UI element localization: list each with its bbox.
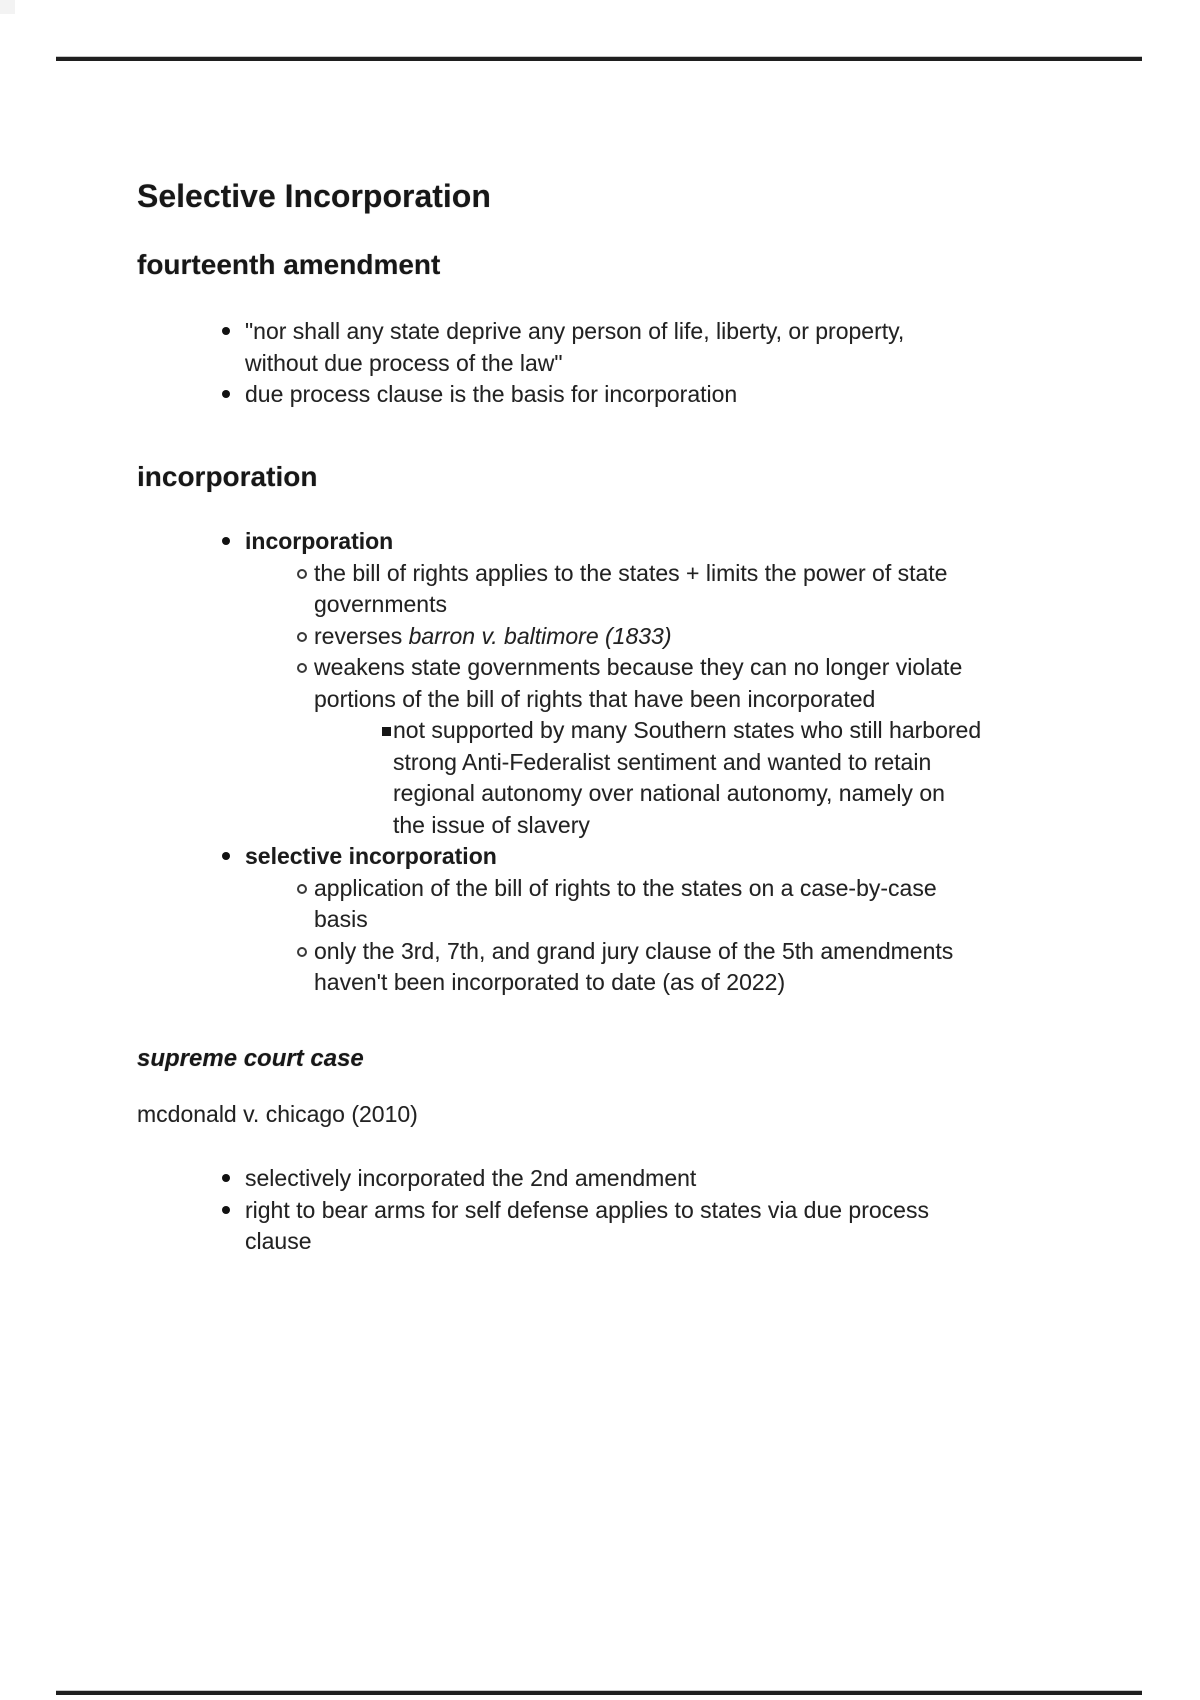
list-item-line: the bill of rights applies to the states + limits the power of state: [314, 559, 948, 586]
list-item: [137, 558, 1137, 621]
list-item: [137, 379, 1137, 411]
bullet-circle-icon: [297, 947, 307, 957]
page-title: Selective Incorporation: [137, 178, 491, 214]
list-item: [137, 841, 1137, 873]
list-item-line: without due process of the law": [245, 349, 563, 376]
list-item-line: due process clause is the basis for incorporation: [245, 381, 738, 407]
bullet-disc-icon: [222, 327, 230, 335]
bullet-list-supreme-court-case: [137, 1163, 1137, 1258]
bullet-disc-icon: [222, 390, 230, 398]
list-item: [137, 1195, 1137, 1258]
list-item-line: governments: [314, 591, 447, 617]
list-item: [137, 316, 1137, 379]
case-name-paragraph: mcdonald v. chicago (2010): [137, 1101, 418, 1127]
bullet-circle-icon: [297, 663, 307, 673]
list-item-line: selective incorporation: [245, 843, 497, 869]
bullet-disc-icon: [222, 852, 230, 860]
list-item-line: [314, 621, 1137, 653]
bullet-disc-icon: [222, 537, 230, 545]
header-rule: [56, 57, 1142, 61]
list-item-line: "nor shall any state deprive any person of life, liberty, or property,: [245, 318, 905, 344]
bullet-circle-icon: [297, 569, 307, 579]
list-item: [137, 873, 1137, 936]
list-item-line: weakens state governments because they can no longer violate: [314, 654, 963, 680]
list-item-line: haven't been incorporated to date (as of 2022): [314, 969, 786, 995]
list-item-line: only the 3rd, 7th, and grand jury clause of the 5th amendments: [314, 937, 954, 964]
section-heading-supreme-court-case: supreme court case: [137, 1045, 364, 1072]
list-item-line: clause: [245, 1228, 312, 1254]
scan-artifact: [0, 0, 15, 14]
bullet-circle-icon: [297, 884, 307, 894]
list-item-text: reverses: [314, 622, 409, 649]
list-item: [137, 715, 1137, 841]
section-heading-fourteenth-amendment: fourteenth amendment: [137, 249, 441, 280]
list-item-line: not supported by many Southern states who still harbored: [393, 717, 982, 743]
list-item-line: regional autonomy over national autonomy, namely on: [393, 780, 945, 806]
list-item: [137, 526, 1137, 558]
section-heading-incorporation: incorporation: [137, 461, 318, 492]
list-item: [137, 1163, 1137, 1195]
list-item-line: the issue of slavery: [393, 811, 590, 838]
footer-rule: [56, 1691, 1142, 1695]
bullet-list-incorporation: [137, 526, 1137, 999]
list-item-line: portions of the bill of rights that have been incorporated: [314, 685, 876, 712]
list-item: [137, 936, 1137, 999]
list-item-line: strong Anti-Federalist sentiment and wanted to retain: [393, 748, 932, 775]
list-item-line: right to bear arms for self defense applies to states via due process: [245, 1196, 929, 1223]
bullet-circle-icon: [297, 632, 307, 642]
list-item-line: selectively incorporated the 2nd amendment: [245, 1165, 697, 1191]
bullet-disc-icon: [222, 1174, 230, 1182]
list-item-line: incorporation: [245, 528, 394, 554]
list-item-line: basis: [314, 906, 368, 932]
bullet-list-fourteenth: [137, 316, 1137, 411]
list-item: [137, 652, 1137, 715]
list-item: [137, 621, 1137, 653]
case-citation-italic: barron v. baltimore (1833): [408, 622, 672, 649]
bullet-disc-icon: [222, 1206, 230, 1214]
list-item-line: application of the bill of rights to the states on a case-by-case: [314, 874, 937, 901]
bullet-square-icon: [382, 727, 391, 736]
